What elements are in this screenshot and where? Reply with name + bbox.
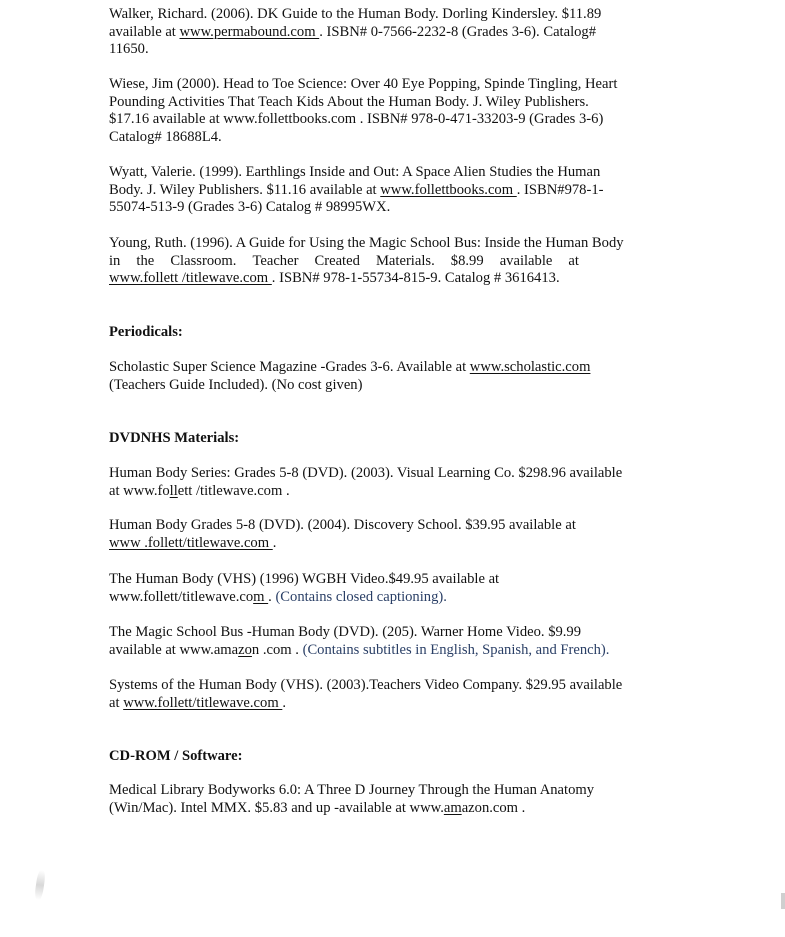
citation-young	[109, 235, 669, 288]
underlined-link[interactable]: www.follettbooks.com	[380, 181, 517, 198]
entry-line: Walker, Richard. (2006). DK Guide to the Human Body. Dorling Kindersley. $11.89	[109, 6, 602, 22]
dvd-item-systems-human-body	[109, 677, 669, 712]
entry-line: www .follett/titlewave.com .	[109, 534, 277, 551]
underlined-link[interactable]: www .follett/titlewave.com	[109, 534, 273, 551]
citation-wiese	[109, 76, 669, 146]
entry-line: Wyatt, Valerie. (1999). Earthlings Inside and Out: A Space Alien Studies the Human	[109, 164, 601, 180]
citation-wyatt	[109, 164, 669, 217]
underlined-link[interactable]: m	[253, 588, 269, 605]
citation-young-line3: www.follett /titlewave.com . ISBN# 978-1-55734-815-9. Catalog # 3616413.	[109, 270, 560, 287]
entry-line: available at www.permabound.com . ISBN# 0-7566-2232-8 (Grades 3-6). Catalog#	[109, 23, 597, 40]
justified-word: Classroom.	[170, 252, 237, 269]
citation-young-line1: Young, Ruth. (1996). A Guide for Using the Magic School Bus: Inside the Human Body	[109, 235, 624, 251]
entry-line: Medical Library Bodyworks 6.0: A Three D Journey Through the Human Anatomy	[109, 782, 595, 798]
underlined-link[interactable]: ll	[169, 482, 178, 499]
justified-word: available	[499, 252, 553, 269]
justified-word: Created	[314, 252, 360, 269]
justified-word: Teacher	[252, 252, 299, 269]
dvd-heading: DVDNHS Materials:	[109, 430, 240, 446]
dvd-item-magic-school-bus	[109, 624, 669, 659]
entry-line: available at www.amazon .com . (Contains subtitles in English, Spanish, and French).	[109, 641, 610, 658]
entry-line: Wiese, Jim (2000). Head to Toe Science: Over 40 Eye Popping, Spinde Tingling, Heart	[109, 76, 618, 92]
entry-line: (Win/Mac). Intel MMX. $5.83 and up -available at www.amazon.com .	[109, 799, 526, 816]
scholastic-line1: Scholastic Super Science Magazine -Grades 3-6. Available at www.scholastic.com	[109, 359, 591, 375]
justified-word: the	[136, 252, 155, 269]
entry-line: The Magic School Bus -Human Body (DVD). (205). Warner Home Video. $9.99	[109, 624, 582, 640]
dvd-item-human-body-series	[109, 465, 669, 500]
periodicals-heading: Periodicals:	[109, 324, 183, 340]
scan-smudge	[34, 870, 46, 901]
scholastic-line2: (Teachers Guide Included). (No cost given)	[109, 376, 363, 393]
entry-line: 55074-513-9 (Grades 3-6) Catalog # 98995WX.	[109, 199, 391, 216]
entry-line: $17.16 available at www.follettbooks.com . ISBN# 978-0-471-33203-9 (Grades 3-6)	[109, 111, 604, 128]
entry-line: Human Body Series: Grades 5-8 (DVD). (2003). Visual Learning Co. $298.96 available	[109, 465, 623, 481]
entry-line: Catalog# 18688L4.	[109, 128, 222, 145]
dvd-item-discovery-school	[109, 517, 669, 552]
justified-word: at	[568, 252, 579, 269]
underlined-link[interactable]: am	[443, 799, 462, 816]
entry-line: Human Body Grades 5-8 (DVD). (2004). Discovery School. $39.95 available at	[109, 517, 576, 533]
underlined-link[interactable]: zo	[238, 641, 252, 658]
entry-line: at www.follett/titlewave.com .	[109, 694, 286, 711]
cdrom-item-bodyworks	[109, 782, 669, 817]
entry-line: Body. J. Wiley Publishers. $11.16 available at www.follettbooks.com . ISBN#978-1-	[109, 181, 604, 198]
dvd-item-wgbh-video	[109, 571, 669, 606]
justified-word: in	[109, 252, 121, 269]
citation-walker	[109, 6, 669, 59]
entry-line: 11650.	[109, 41, 149, 58]
citation-young-line2	[109, 253, 579, 271]
scholastic-link[interactable]: www.scholastic.com	[469, 359, 591, 375]
annotation-note: (Contains subtitles in English, Spanish, and French).	[302, 641, 610, 658]
entry-line: Pounding Activities That Teach Kids About the Human Body. J. Wiley Publishers.	[109, 93, 589, 110]
underlined-link[interactable]: www.follett/titlewave.com	[123, 694, 283, 711]
scan-edge-mark	[781, 893, 785, 909]
entry-line: Systems of the Human Body (VHS). (2003).Teachers Video Company. $29.95 available	[109, 677, 623, 693]
follett-link[interactable]: www.follett /titlewave.com	[109, 270, 272, 287]
entry-line: www.follett/titlewave.com . (Contains closed captioning).	[109, 588, 447, 605]
justified-word: $8.99	[450, 252, 484, 269]
entry-line: at www.follett /titlewave.com .	[109, 482, 290, 499]
justified-word: Materials.	[375, 252, 435, 269]
cdrom-heading: CD-ROM / Software:	[109, 748, 243, 764]
citation-scholastic	[109, 359, 669, 394]
underlined-link[interactable]: www.permabound.com	[179, 23, 320, 40]
entry-line: The Human Body (VHS) (1996) WGBH Video.$49.95 available at	[109, 571, 500, 587]
annotation-note: (Contains closed captioning).	[275, 588, 447, 605]
